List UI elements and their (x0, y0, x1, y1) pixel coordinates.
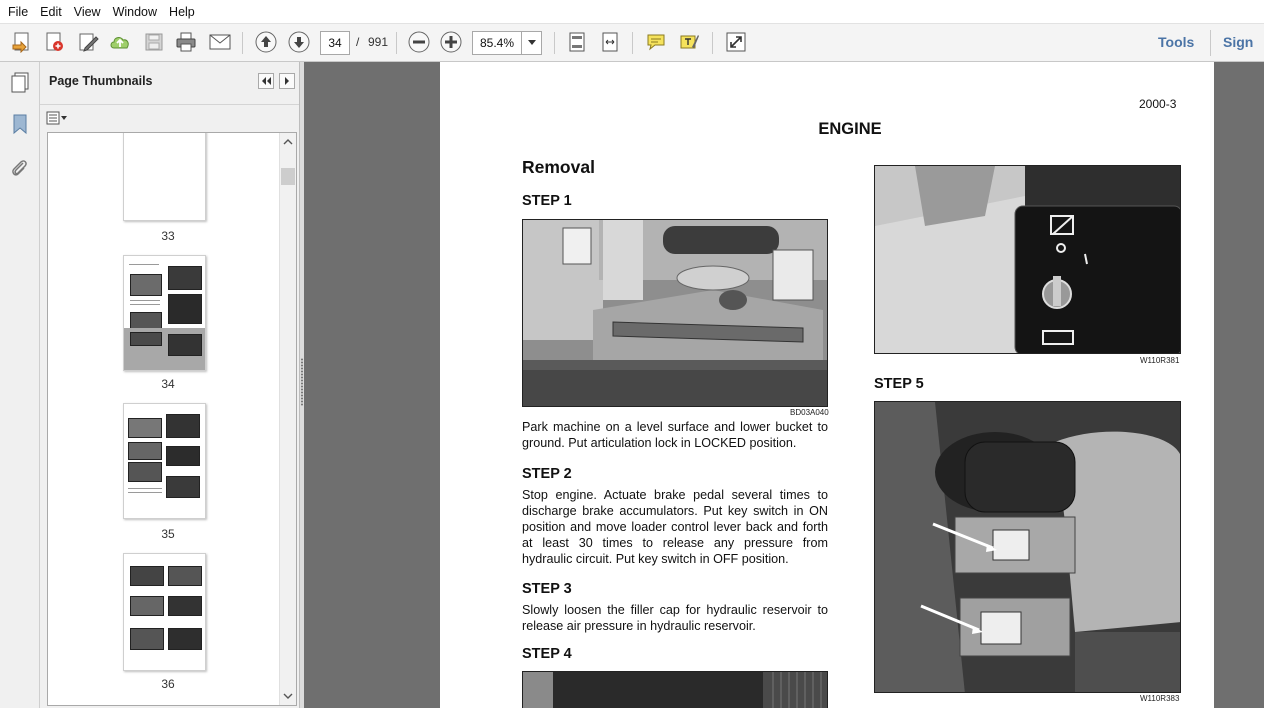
printer-icon (175, 31, 197, 53)
print-button[interactable] (172, 29, 200, 55)
page-thumbnails-button[interactable] (6, 68, 34, 96)
thumbnail-list[interactable] (47, 132, 297, 706)
bookmark-icon (11, 113, 29, 135)
document-view[interactable] (304, 62, 1264, 708)
step-3-text: Slowly loosen the filler cap for hydraulic reservoir to release air pressure in hydraulic reservoir. (522, 603, 828, 633)
menu-window[interactable]: Window (112, 4, 158, 19)
arrow-up-circle-icon (255, 31, 277, 53)
document-page (440, 62, 1214, 708)
expand-arrows-icon (725, 31, 747, 53)
navigation-rail (0, 62, 40, 708)
step-4-heading: STEP 4 (522, 646, 572, 662)
next-page-button[interactable] (285, 29, 313, 55)
zoom-dropdown-button[interactable] (522, 31, 542, 55)
email-button[interactable] (206, 29, 234, 55)
menu-edit[interactable]: Edit (40, 4, 62, 19)
step-1-photo (522, 219, 828, 407)
highlight-text-button[interactable] (675, 29, 703, 55)
step-2-text: Stop engine. Actuate brake pedal several times to discharge brake accumulators. Put key switch in ON position and move loader control lever back and forth at least 30 times to release any pressure from hydraulic circuit. Put key switch in OFF position. (522, 488, 828, 566)
upload-cloud-button[interactable] (106, 29, 134, 55)
plus-circle-icon (440, 31, 462, 53)
paperclip-icon (10, 157, 30, 179)
scrollbar-thumb[interactable] (281, 168, 295, 185)
page-number-input[interactable]: 34 (320, 31, 350, 55)
fit-width-button[interactable] (596, 29, 624, 55)
thumbnail-page-36[interactable] (123, 553, 206, 671)
page-separator: / (356, 35, 360, 49)
document-page-number: 2000-3 (1139, 97, 1177, 111)
acrobat-pdf-button[interactable] (40, 29, 68, 55)
pages-icon (9, 71, 31, 93)
save-button[interactable] (140, 29, 168, 55)
expand-panel-button[interactable] (279, 73, 295, 89)
arrow-down-circle-icon (288, 31, 310, 53)
fit-width-icon (599, 31, 621, 53)
step-5-photo (874, 401, 1181, 693)
key-switch-photo-caption: W110R381 (1140, 356, 1180, 365)
thumbnail-page-34[interactable] (123, 255, 206, 371)
chevron-down-icon (528, 40, 536, 46)
thumbnail-page-33[interactable] (123, 132, 206, 221)
step-1-text: Park machine on a level surface and lower bucket to ground. Put articulation lock in LOCKED position. (522, 420, 828, 450)
fit-page-button[interactable] (563, 29, 591, 55)
articulation-lock-illustration (523, 220, 828, 407)
scroll-down-arrow-icon[interactable] (283, 691, 293, 701)
thumbnail-label: 36 (161, 677, 175, 691)
menu-help[interactable]: Help (169, 4, 195, 19)
scroll-up-arrow-icon[interactable] (283, 137, 293, 147)
fit-page-icon (566, 31, 588, 53)
step-1-heading: STEP 1 (522, 193, 572, 209)
thumbnail-page-35[interactable] (123, 403, 206, 519)
highlighter-icon (678, 31, 700, 53)
thumbnail-label: 33 (161, 229, 175, 243)
sign-link[interactable]: Sign (1223, 34, 1254, 50)
speech-bubble-icon (645, 31, 667, 53)
step-4-photo (522, 671, 828, 708)
menu-bar (0, 0, 1264, 24)
envelope-icon (209, 33, 231, 51)
edit-pencil-icon (77, 31, 99, 53)
thumbnail-label: 35 (161, 527, 175, 541)
battery-compartment-illustration (875, 402, 1181, 693)
zoom-out-button[interactable] (405, 29, 433, 55)
menu-file[interactable]: File (8, 4, 29, 19)
options-list-icon (46, 111, 68, 125)
panel-title: Page Thumbnails (49, 74, 153, 88)
radiator-illustration (523, 672, 828, 708)
menu-view[interactable]: View (73, 4, 101, 19)
tools-link[interactable]: Tools (1158, 34, 1195, 50)
bookmarks-button[interactable] (6, 110, 34, 138)
zoom-in-button[interactable] (437, 29, 465, 55)
minus-circle-icon (408, 31, 430, 53)
thumbnails-panel (40, 62, 300, 708)
step-3-heading: STEP 3 (522, 581, 572, 597)
save-disk-icon (144, 32, 164, 52)
step-2-heading: STEP 2 (522, 466, 572, 482)
toolbar (0, 24, 1264, 62)
step-5-photo-caption: W110R383 (1140, 694, 1180, 703)
zoom-level-input[interactable]: 85.4% (472, 31, 522, 55)
chevron-right-icon (284, 77, 290, 85)
attachments-button[interactable] (6, 154, 34, 182)
thumbnail-scrollbar[interactable] (279, 133, 296, 705)
document-title: ENGINE (818, 120, 882, 138)
comment-button[interactable] (642, 29, 670, 55)
cloud-upload-icon (108, 31, 132, 53)
step-1-photo-caption: BD03A040 (790, 408, 829, 417)
previous-page-button[interactable] (252, 29, 280, 55)
full-screen-button[interactable] (722, 29, 750, 55)
collapse-panel-button[interactable] (258, 73, 274, 89)
create-pdf-icon (11, 31, 33, 53)
section-heading: Removal (522, 157, 595, 177)
step-5-heading: STEP 5 (874, 376, 924, 392)
double-chevron-left-icon (261, 77, 271, 85)
pdf-file-icon (43, 31, 65, 53)
thumbnail-options-button[interactable] (46, 109, 74, 127)
edit-pdf-button[interactable] (74, 29, 102, 55)
thumbnail-label: 34 (161, 377, 175, 391)
key-switch-photo (874, 165, 1181, 354)
total-pages: 991 (368, 35, 389, 49)
key-switch-illustration (875, 166, 1181, 354)
create-pdf-button[interactable] (8, 29, 36, 55)
